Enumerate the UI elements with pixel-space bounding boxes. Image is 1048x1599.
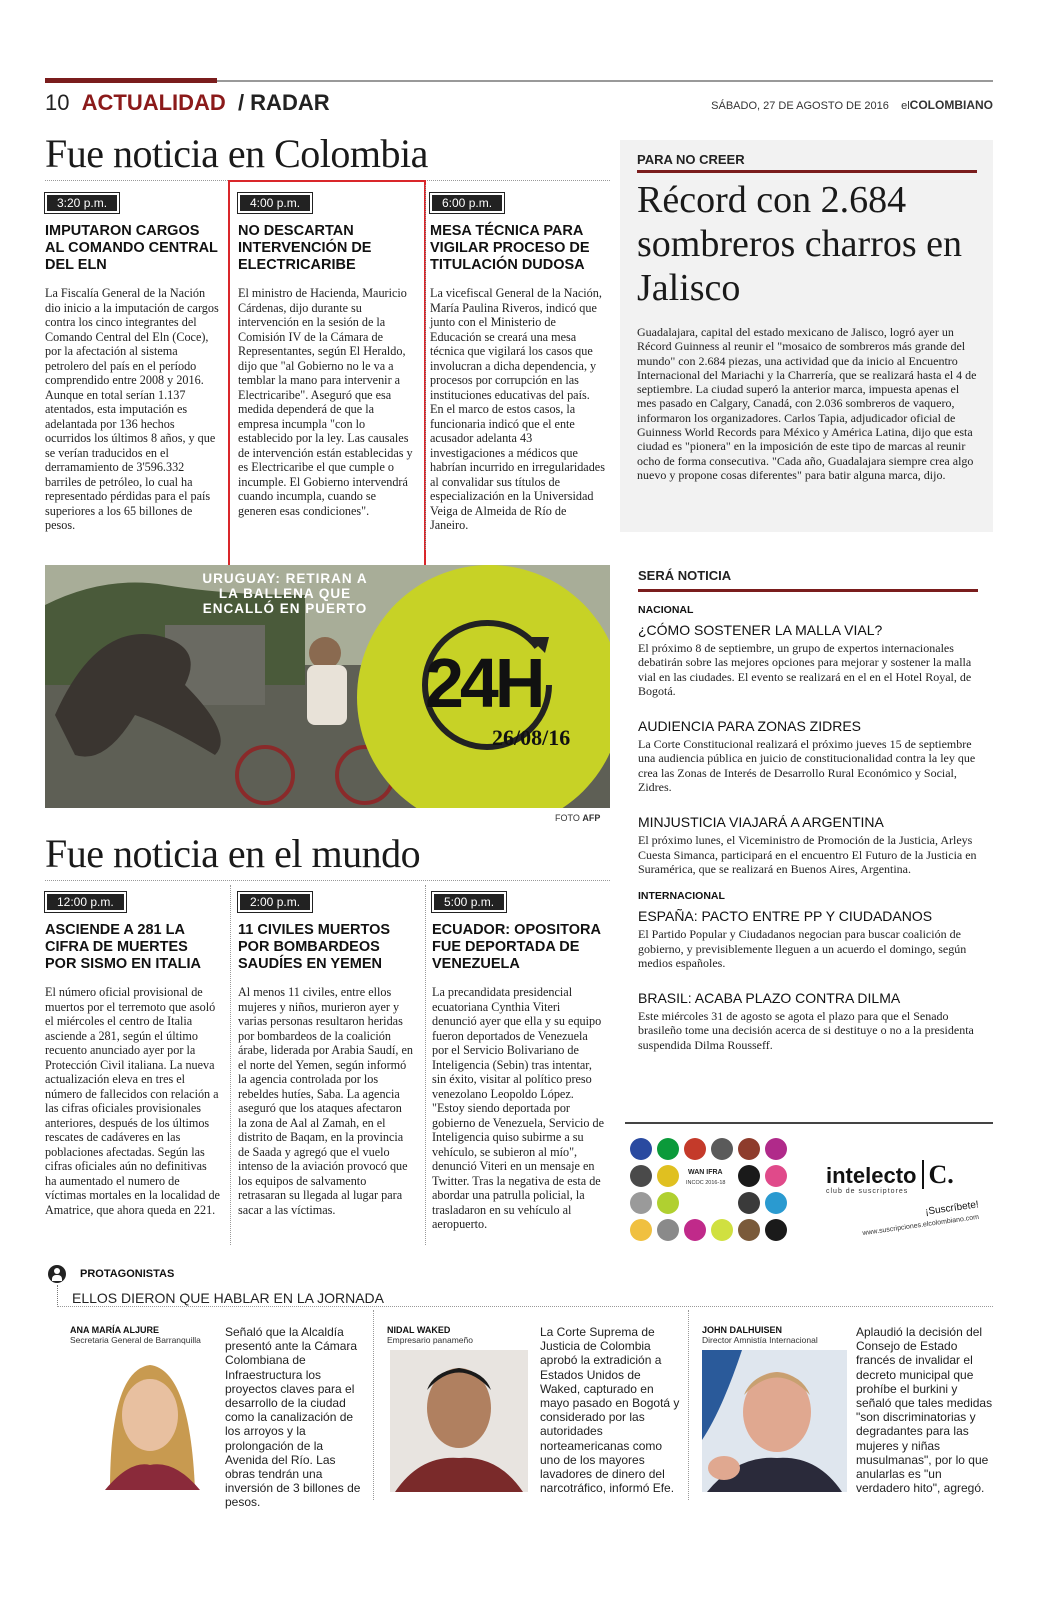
page-header (45, 90, 993, 118)
sera-item-body: La Corte Constitucional realizará el próximo jueves 15 de septiembre una audiencia pública en juicio de constitucionalidad contra la ley que crea las Zonas de Interés de Desarrollo Rural Económico y Social, Zidres. (638, 737, 976, 795)
color-dot (630, 1138, 652, 1160)
protagonist-name: NIDAL WAKED (387, 1325, 451, 1335)
wan-label: WAN IFRA (688, 1169, 723, 1176)
divider (57, 1306, 993, 1307)
para-no-creer-label: PARA NO CREER (637, 152, 745, 167)
subsection-name: / RADAR (237, 90, 330, 115)
protagonistas-label: PROTAGONISTAS (80, 1268, 175, 1280)
mundo-item-3 (432, 892, 607, 1232)
divider (625, 1122, 993, 1124)
sera-noticia-label: SERÁ NOTICIA (638, 568, 732, 583)
sera-item-body: El próximo lunes, el Viceministro de Promoción de la Justicia, Arleys Cuesta Simanca, participará en el encuentro El Futuro de la Justicia en Suramérica, que se realizará en Buenos Aires, Argentina. (638, 833, 977, 876)
article-body: La vicefiscal General de la Nación, María Paulina Riveros, indicó que junto con el Ministerio de Educación se creará una mesa técnica que vigilará los casos que involucran a dicha dependencia, y procesos por corrupción en las instituciones educativas del país. En el marco de estos casos, la funcionaria indicó que el ente acusador adelanta 43 investigaciones a médicos que habrían incurrido en irregularidades al convalidar sus títulos de especialización en la Universidad Veiga de Almeida de Río de Janeiro. (430, 286, 605, 532)
mundo-item-1 (45, 892, 220, 1217)
time-badge: 3:20 p.m. (45, 193, 119, 213)
protagonist-2 (387, 1325, 537, 1345)
credit-agency: AFP (582, 813, 601, 823)
sera-item-head: ¿CÓMO SOSTENER LA MALLA VIAL? (638, 622, 883, 638)
color-dot (738, 1219, 760, 1241)
color-dot (684, 1138, 706, 1160)
photo-caption: URUGUAY: RETIRAN A LA BALLENA QUE ENCALLÓ EN PUERTO (202, 571, 368, 616)
protagonist-photo (90, 1350, 210, 1490)
protagonist-1 (70, 1325, 220, 1345)
wan-ifra-dots (630, 1138, 795, 1248)
headline: ECUADOR: OPOSITORA FUE DEPORTADA DE VENEZUELA (432, 922, 601, 972)
protagonist-photo (390, 1350, 528, 1492)
colombia-item-3 (430, 193, 605, 533)
mundo-title: Fue noticia en el mundo (45, 831, 421, 876)
protagonist-3 (702, 1325, 852, 1345)
color-dot (765, 1219, 787, 1241)
time-badge: 12:00 p.m. (45, 892, 126, 912)
color-dot (657, 1165, 679, 1187)
intelecto-logo (826, 1160, 954, 1195)
label-rule (638, 589, 978, 592)
color-dot (738, 1138, 760, 1160)
protagonist-name: JOHN DALHUISEN (702, 1325, 783, 1335)
masthead-prefix: el (901, 100, 910, 112)
column-divider (425, 185, 426, 550)
headline: 11 CIVILES MUERTOS POR BOMBARDEOS SAUDÍES EN YEMEN (238, 922, 391, 972)
color-dot (684, 1219, 706, 1241)
time-badge: 5:00 p.m. (432, 892, 506, 912)
portrait-illustration (90, 1350, 210, 1490)
sera-noticia-section (620, 568, 993, 1052)
color-dot (738, 1192, 760, 1214)
para-no-creer-box (620, 140, 993, 532)
protagonist-text: La Corte Suprema de Justicia de Colombia aprobó la extradición a Estados Unidos de Waked, capturado en mayo pasado en Bogotá y considerado por las autoridades norteamericanas como uno de los mayores lavadores de dinero del narcotráfico, informó Efe. (540, 1325, 680, 1496)
brand-name: intelecto (826, 1163, 917, 1188)
sera-item-body: Este miércoles 31 de agosto se agota el plazo para que el Senado brasileño tome una decisión acerca de si destituye o no a la presidenta suspendida Dilma Rousseff. (638, 1009, 974, 1052)
column-divider (373, 1310, 374, 1500)
brand-c-icon: C. (922, 1160, 953, 1189)
article-body: Al menos 11 civiles, entre ellos mujeres y niños, murieron ayer y varias personas resultaron heridas por bombardeos de la coalición árabe, liderada por Arabia Saudí, en el norte del Yemen, según informó la agencia controlada por los rebeldes hutíes, Saba. La agencia aseguró que los ataques afectaron la zona de Aal al Zamah, en el distrito de Baqam, en la provincia de Saada y agregó que el vuelo intenso de la aviación provocó que los equipos de salvamento retrasaran su llegada al lugar para sacar a las víctimas. (238, 985, 413, 1217)
protagonist-role: Director Amnistía Internacional (702, 1335, 818, 1345)
color-dot (657, 1192, 679, 1214)
color-dot (711, 1138, 733, 1160)
color-dot (738, 1165, 760, 1187)
color-dot (630, 1219, 652, 1241)
label-rule (637, 170, 977, 173)
color-dot (630, 1165, 652, 1187)
column-divider (230, 885, 231, 1245)
article-body: El número oficial provisional de muertos por el terremoto que asoló el miércoles el centro de Italia asciende a 281, según el último recuento anunciado ayer por la Protección Civil italiana. La nueva actualización eleva en tres el número de fallecidos con relación a las cifras oficiales provisionales anteriores, después de los últimos rescates de cadáveres en las poblaciones afectadas. Según las cifras oficiales aún no definitivas ha aumentado el numero de víctimas mortales en la localidad de Amatrice, que ahora queda en 221. (45, 985, 220, 1217)
issue-date: SÁBADO, 27 DE AGOSTO DE 2016 (711, 100, 889, 112)
protagonist-role: Secretaria General de Barranquilla (70, 1335, 201, 1345)
color-dot (657, 1138, 679, 1160)
colombia-item-1 (45, 193, 220, 533)
article-body: La precandidata presidencial ecuatoriana Cynthia Viteri denunció ayer que ella y su equipo fueron deportados de Venezuela por el Servicio Bolivariano de Inteligencia (Sebin) tras intentar, sin éxito, visitar al político preso venezolano Leopoldo López. "Estoy siendo deportada por gobierno de Venezuela, Servicio de Inteligencia quiso subirme a su vehículo, se subieron al mío", denunció Viteri en un mensaje en Twitter. Tras la negativa de esta de abordar una patrulla policial, la trasladaron en su vehículo al aeropuerto. (432, 985, 605, 1231)
masthead: COLOMBIANO (909, 98, 993, 112)
person-icon (48, 1265, 66, 1283)
time-badge: 2:00 p.m. (238, 892, 312, 912)
24h-label: 24H (425, 644, 542, 722)
mundo-item-2 (238, 892, 413, 1217)
page-number: 10 (45, 90, 70, 115)
nacional-label: NACIONAL (638, 604, 694, 616)
para-no-creer-body: Guadalajara, capital del estado mexicano de Jalisco, logró ayer un Récord Guinness al reunir el "mosaico de sombreros más grande del mundo" con 2.684 piezas, una actividad que da inicio al Encuentro Internacional del Mariachi y la Charrería, que se realizará hasta el 4 de septiembre. La ciudad superó la anterior marca, impuesta apenas el mes pasado en Calgary, Canadá, con 2.036 sombreros de vaquero, informaron los organizadores. Carlos Tapia, adjudicador oficial de Guinness World Records para México y América Latina, dijo que esta ciudad es "pionera" en la imposición de este tipo de marcas al reunir ocho de forma consecutiva. "Cada año, Guadalajara siempre crea algo nuevo y propone cosas diferentes" para batir alguna marca, dijo. (637, 325, 977, 482)
header-rule (45, 80, 993, 82)
divider (57, 1285, 58, 1307)
sera-item-body: El próximo 8 de septiembre, un grupo de expertos internacionales debatirán sobre las mejores opciones para mejorar y sostener la malla vial en las ciudades. El evento se realizará en el en el Hotel Royal, de Bogotá. (638, 641, 972, 698)
section-name: ACTUALIDAD (81, 90, 226, 115)
portrait-illustration (702, 1350, 847, 1492)
colombia-title: Fue noticia en Colombia (45, 131, 428, 176)
article-body: El ministro de Hacienda, Mauricio Cárdenas, dijo durante su intervención en la sesión de la Comisión IV de la Cámara de Representantes, según El Heraldo, dijo que "al Gobierno no le va a temblar la mano para intervenir a Electricaribe". Aseguró que esa medida dependerá de que la empresa incumpla "con lo establecido por la ley. Las causales de intervención están establecidas y es Electricaribe el que cumple o incumple. El Gobierno intervendrá cuando incumpla, cuando se generen esas condiciones". (238, 286, 413, 518)
brand-sub: club de suscriptores (826, 1188, 909, 1195)
column-divider (425, 885, 426, 1245)
internacional-label: INTERNACIONAL (638, 890, 725, 903)
protagonist-photo (702, 1350, 847, 1492)
protagonist-text: Aplaudió la decisión del Consejo de Estado francés de invalidar el decreto municipal que prohíbe el burkini y señaló que tales medidas "son discriminatorias y degradantes para las mujeres y niñas musulmanas", por lo que anularlas es "un verdadero hito", agregó. (856, 1325, 993, 1496)
incoc-label: INCOC 2016-18 (686, 1180, 726, 1186)
time-badge: 4:00 p.m. (238, 193, 312, 213)
divider (45, 880, 610, 881)
article-body: La Fiscalía General de la Nación dio inicio a la imputación de cargos contra los cinco integrantes del Comando Central del Eln (Coce), por la afectación al sistema petrolero del país en el período comprendido entre 2008 y 2016. Aunque en total serían 1.137 atentados, esta imputación es adelantada por 136 hechos ocurridos los últimos 8 años, y que se verían traducidos en el derramamiento de 3'596.332 barriles de petróleo, lo cual ha representado pérdidas para el país superiores a los 65 billones de pesos. (45, 286, 219, 532)
colombia-item-2 (238, 193, 413, 518)
photo-credit (555, 813, 600, 823)
protagonist-name: ANA MARÍA ALJURE (70, 1325, 159, 1335)
protagonistas-subtitle: ELLOS DIERON QUE HABLAR EN LA JORNADA (72, 1290, 384, 1306)
protagonist-role: Empresario panameño (387, 1335, 473, 1345)
subscribe-cta[interactable]: ¡Suscríbete! (924, 1199, 980, 1218)
sera-item-head: MINJUSTICIA VIAJARÁ A ARGENTINA (638, 814, 884, 831)
color-dot (630, 1192, 652, 1214)
headline: MESA TÉCNICA PARA VIGILAR PROCESO DE TITULACIÓN DUDOSA (430, 223, 590, 273)
24h-date: 26/08/16 (492, 725, 571, 750)
whale-photo (45, 565, 610, 808)
sera-item-head: BRASIL: ACABA PLAZO CONTRA DILMA (638, 990, 901, 1007)
subscribe-url[interactable]: www.suscripciones.elcolombiano.com (862, 1213, 980, 1238)
headline: ASCIENDE A 281 LA CIFRA DE MUERTES POR SISMO EN ITALIA (45, 922, 202, 972)
headline: IMPUTARON CARGOS AL COMANDO CENTRAL DEL ELN (45, 223, 218, 273)
color-dot (657, 1219, 679, 1241)
sera-item-body: El Partido Popular y Ciudadanos negocian para buscar coalición de gobierno, y previsiblemente lleguen a un acuerdo el domingo, según medios españoles. (638, 927, 967, 970)
para-no-creer-title: Récord con 2.684 sombreros charros en Jalisco (637, 179, 963, 309)
color-dot (765, 1165, 787, 1187)
protagonist-text: Señaló que la Alcaldía presentó ante la Cámara Colombiana de Infraestructura los proyectos claves para el desarrollo de la ciudad como la canalización de los arroyos y la prolongación de la Avenida del Río. Las obras tendrán una inversión de 3 billones de pesos. (225, 1325, 361, 1510)
color-dot (765, 1192, 787, 1214)
color-dot (711, 1219, 733, 1241)
credit-prefix: FOTO (555, 813, 580, 823)
portrait-illustration (390, 1350, 528, 1492)
color-dot (765, 1138, 787, 1160)
sera-item-head: AUDIENCIA PARA ZONAS ZIDRES (638, 718, 862, 735)
sera-item-head: ESPAÑA: PACTO ENTRE PP Y CIUDADANOS (638, 908, 933, 925)
column-divider (688, 1310, 689, 1500)
time-badge: 6:00 p.m. (430, 193, 504, 213)
headline: NO DESCARTAN INTERVENCIÓN DE ELECTRICARIBE (238, 223, 372, 273)
